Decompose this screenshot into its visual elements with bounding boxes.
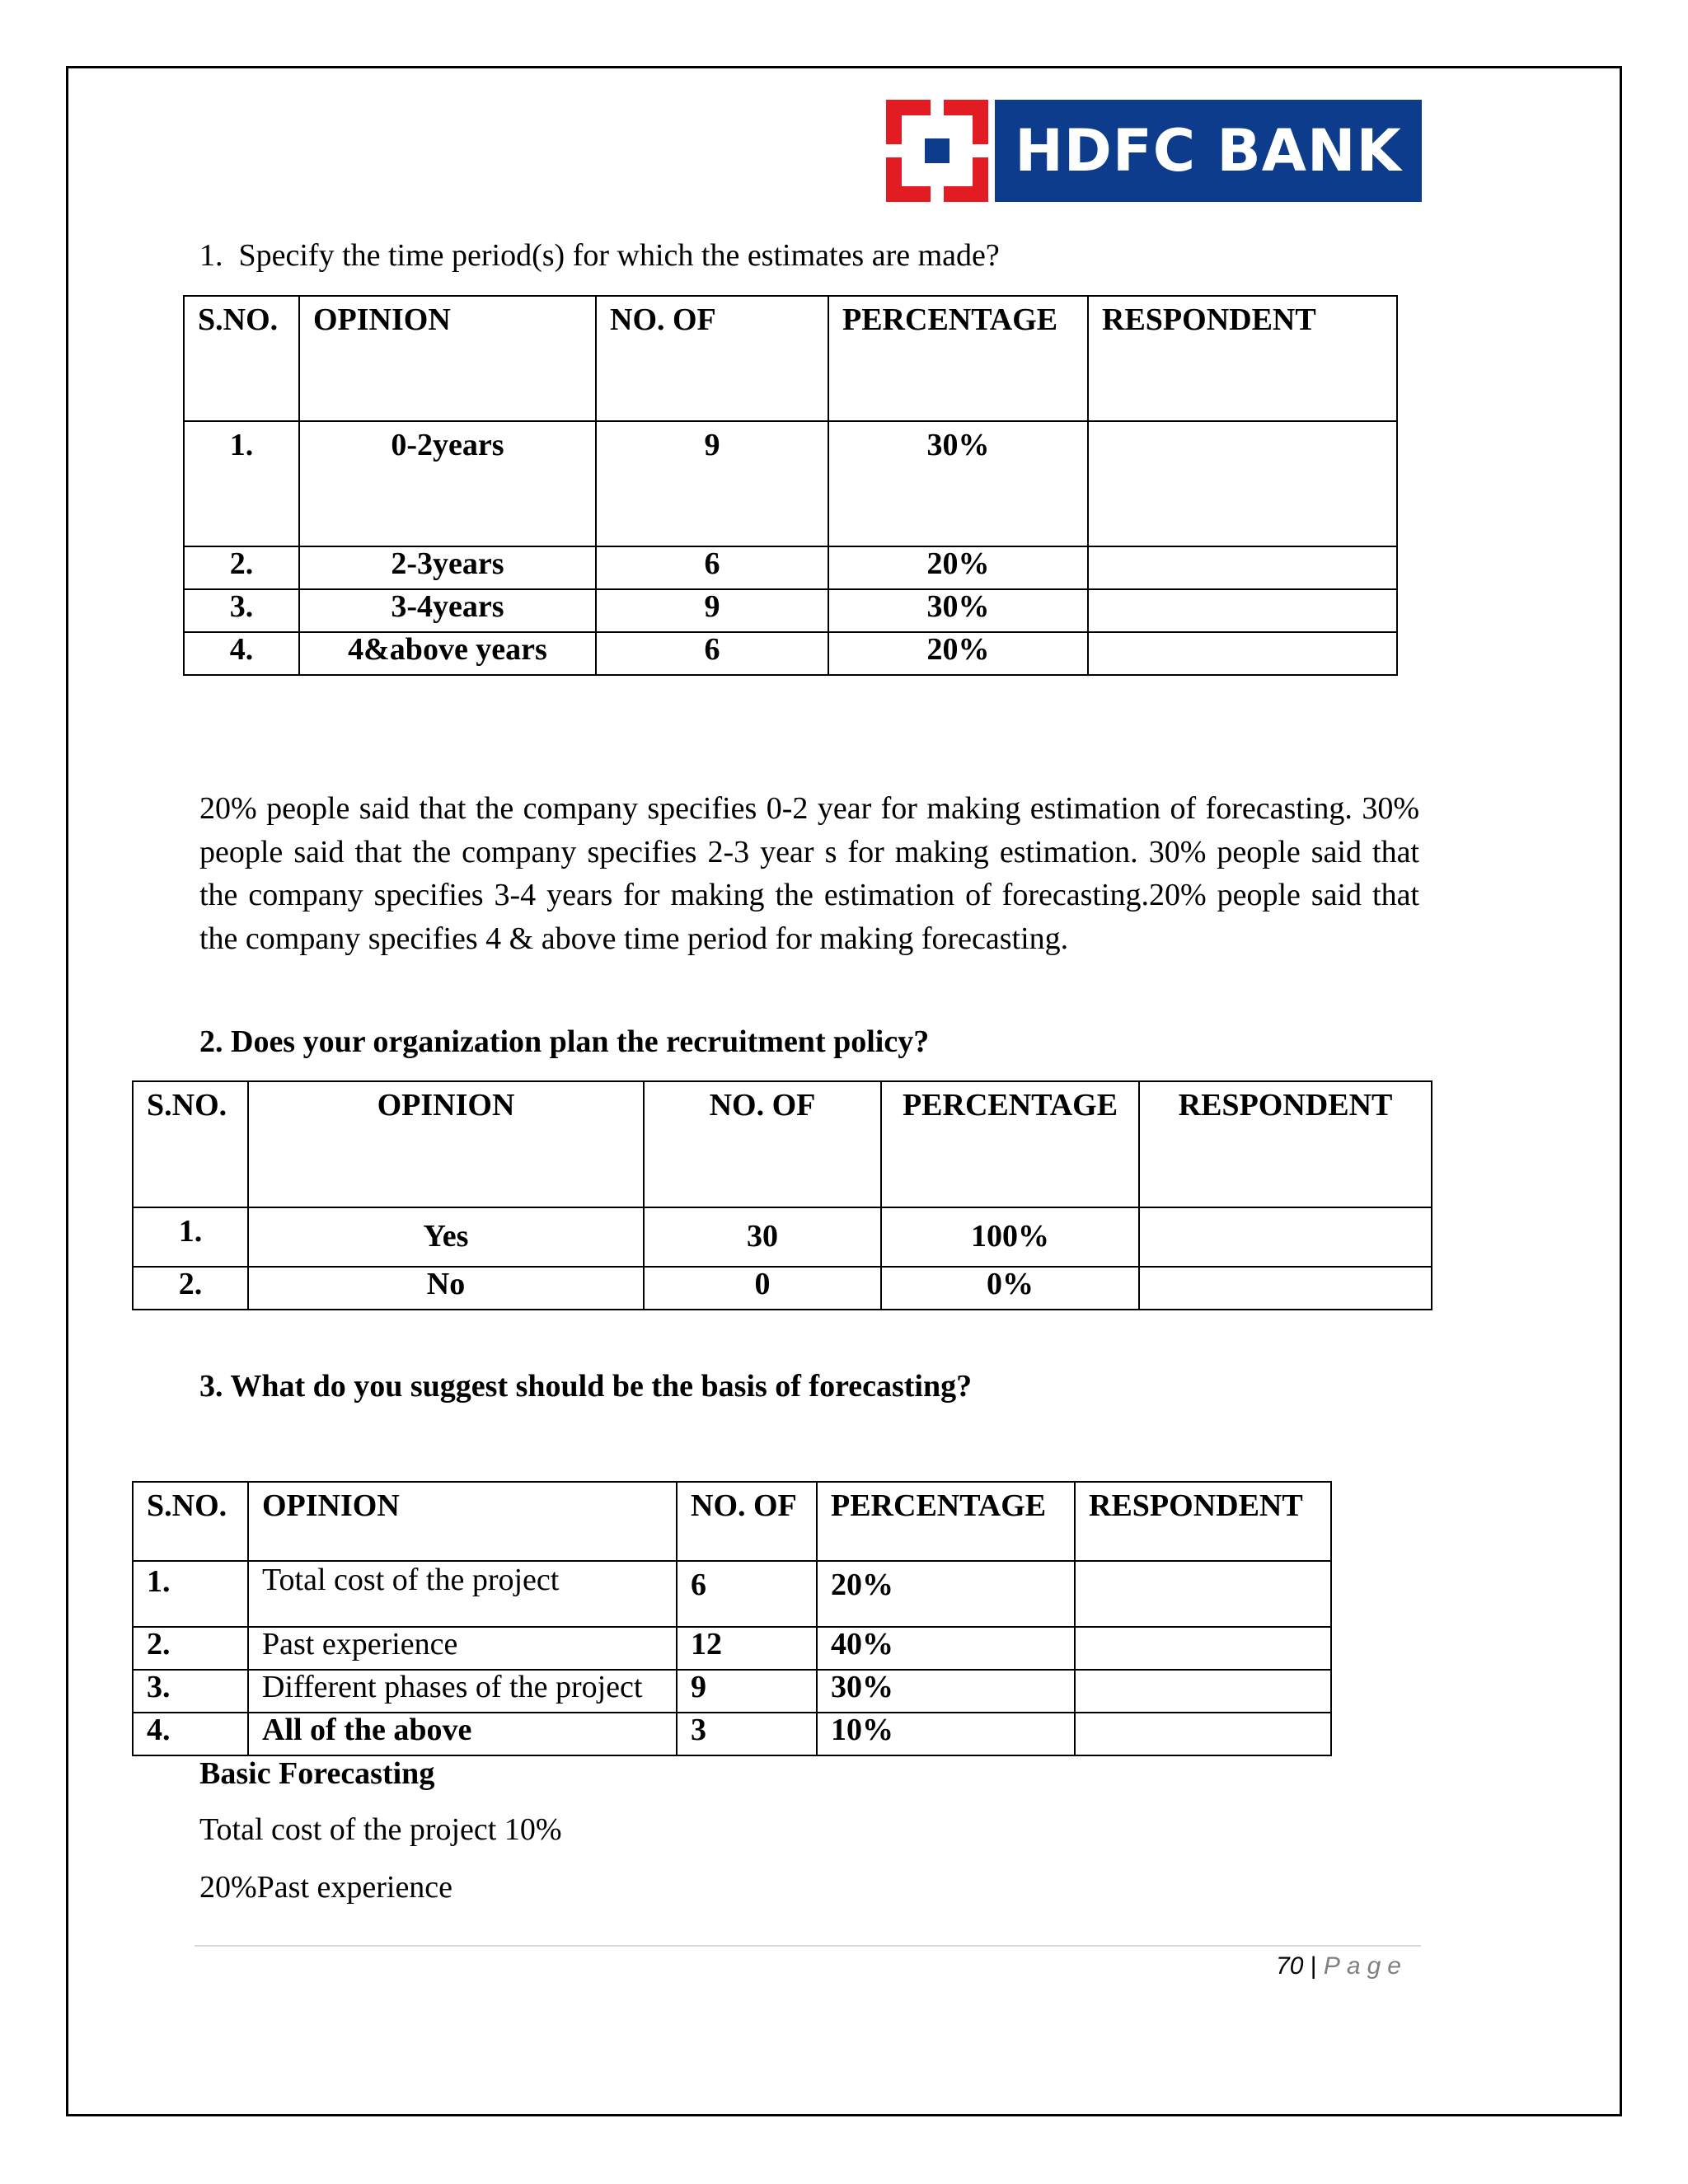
cell-percentage: 100% xyxy=(881,1207,1139,1267)
cell-opinion: 3-4years xyxy=(299,589,596,632)
cell-sno: 2. xyxy=(133,1267,248,1310)
cell-sno: 4. xyxy=(133,1713,248,1755)
table-row xyxy=(133,1561,1331,1627)
cell-count: 3 xyxy=(677,1713,817,1755)
table-row xyxy=(133,1267,1432,1310)
header-opinion: OPINION xyxy=(248,1482,677,1561)
page-label: Page xyxy=(1323,1952,1408,1980)
cell-count: 9 xyxy=(677,1670,817,1713)
cell-sno: 2. xyxy=(184,546,299,589)
cell-percentage: 20% xyxy=(828,632,1088,675)
header-respondent: RESPONDENT xyxy=(1088,296,1397,421)
cell-opinion: Different phases of the project xyxy=(248,1670,677,1713)
table-header-row xyxy=(133,1081,1432,1207)
table-q3 xyxy=(132,1481,1332,1756)
page-number: 70 xyxy=(1276,1952,1304,1980)
basic-forecasting-line-2: 20%Past experience xyxy=(199,1870,453,1905)
cell-count: 12 xyxy=(677,1627,817,1670)
cell-respondent xyxy=(1075,1713,1331,1755)
header-percentage: PERCENTAGE xyxy=(828,296,1088,421)
header-percentage: PERCENTAGE xyxy=(817,1482,1075,1561)
cell-count: 6 xyxy=(596,632,828,675)
table-q2 xyxy=(132,1080,1432,1310)
basic-forecasting-heading: Basic Forecasting xyxy=(199,1756,435,1791)
table-row xyxy=(184,546,1397,589)
cell-percentage: 30% xyxy=(828,421,1088,546)
table-row xyxy=(184,589,1397,632)
cell-respondent xyxy=(1088,546,1397,589)
table-row xyxy=(133,1670,1331,1713)
hdfc-logo-mark-icon xyxy=(886,100,988,202)
hdfc-logo xyxy=(886,100,1422,202)
cell-respondent xyxy=(1075,1670,1331,1713)
header-respondent: RESPONDENT xyxy=(1075,1482,1331,1561)
cell-respondent xyxy=(1139,1207,1432,1267)
header-no-of: NO. OF xyxy=(677,1482,817,1561)
cell-count: 6 xyxy=(596,546,828,589)
header-sno: S.NO. xyxy=(133,1482,248,1561)
header-sno: S.NO. xyxy=(133,1081,248,1207)
cell-opinion: 0-2years xyxy=(299,421,596,546)
cell-sno: 3. xyxy=(184,589,299,632)
cell-opinion: No xyxy=(248,1267,644,1310)
table-q1 xyxy=(183,295,1398,676)
header-opinion: OPINION xyxy=(299,296,596,421)
cell-percentage: 20% xyxy=(828,546,1088,589)
cell-sno: 1. xyxy=(133,1561,248,1627)
cell-respondent xyxy=(1075,1627,1331,1670)
header-percentage: PERCENTAGE xyxy=(881,1081,1139,1207)
basic-forecasting-line-1: Total cost of the project 10% xyxy=(199,1812,562,1847)
table-row xyxy=(184,632,1397,675)
page-separator: | xyxy=(1310,1952,1317,1980)
cell-count: 6 xyxy=(677,1561,817,1627)
cell-respondent xyxy=(1139,1267,1432,1310)
cell-opinion: Total cost of the project xyxy=(248,1561,677,1627)
cell-respondent xyxy=(1088,421,1397,546)
question-3: 3. What do you suggest should be the basis of forecasting? xyxy=(199,1369,973,1404)
analysis-paragraph: 20% people said that the company specifies 0-2 year for making estimation of forecasting. 30% people said that the company specifies 2-3 year s for making estimation. 30% people said that the company specifies 3-4 years for making the estimation of forecasting.20% people said that the company specifies 4 & above time period for making forecasting. xyxy=(199,791,1419,956)
cell-respondent xyxy=(1088,632,1397,675)
question-1 xyxy=(199,237,1000,274)
page-footer xyxy=(1276,1952,1408,1981)
cell-count: 30 xyxy=(644,1207,881,1267)
table-header-row xyxy=(184,296,1397,421)
table-row xyxy=(133,1713,1331,1755)
table-row xyxy=(133,1627,1331,1670)
question-2: 2. Does your organization plan the recruitment policy? xyxy=(199,1024,930,1059)
cell-sno: 1. xyxy=(184,421,299,546)
cell-count: 0 xyxy=(644,1267,881,1310)
table-row xyxy=(133,1207,1432,1267)
table-row xyxy=(184,421,1397,546)
question-1-text: Specify the time period(s) for which the estimates are made? xyxy=(238,238,1000,273)
header-respondent: RESPONDENT xyxy=(1139,1081,1432,1207)
cell-opinion: Past experience xyxy=(248,1627,677,1670)
cell-sno: 4. xyxy=(184,632,299,675)
footer-divider xyxy=(195,1945,1421,1947)
question-1-number: 1. xyxy=(199,238,223,273)
cell-percentage: 10% xyxy=(817,1713,1075,1755)
cell-count: 9 xyxy=(596,589,828,632)
cell-sno: 1. xyxy=(133,1207,248,1267)
header-no-of: NO. OF xyxy=(644,1081,881,1207)
header-no-of: NO. OF xyxy=(596,296,828,421)
table-header-row xyxy=(133,1482,1331,1561)
cell-sno: 3. xyxy=(133,1670,248,1713)
cell-percentage: 30% xyxy=(828,589,1088,632)
cell-respondent xyxy=(1075,1561,1331,1627)
cell-percentage: 0% xyxy=(881,1267,1139,1310)
cell-percentage: 20% xyxy=(817,1561,1075,1627)
cell-respondent xyxy=(1088,589,1397,632)
cell-opinion: Yes xyxy=(248,1207,644,1267)
header-opinion: OPINION xyxy=(248,1081,644,1207)
cell-count: 9 xyxy=(596,421,828,546)
logo-text: HDFC BANK xyxy=(995,100,1422,202)
cell-sno: 2. xyxy=(133,1627,248,1670)
cell-opinion: 2-3years xyxy=(299,546,596,589)
cell-opinion: All of the above xyxy=(248,1713,677,1755)
header-sno: S.NO. xyxy=(184,296,299,421)
cell-percentage: 40% xyxy=(817,1627,1075,1670)
cell-percentage: 30% xyxy=(817,1670,1075,1713)
cell-opinion: 4&above years xyxy=(299,632,596,675)
